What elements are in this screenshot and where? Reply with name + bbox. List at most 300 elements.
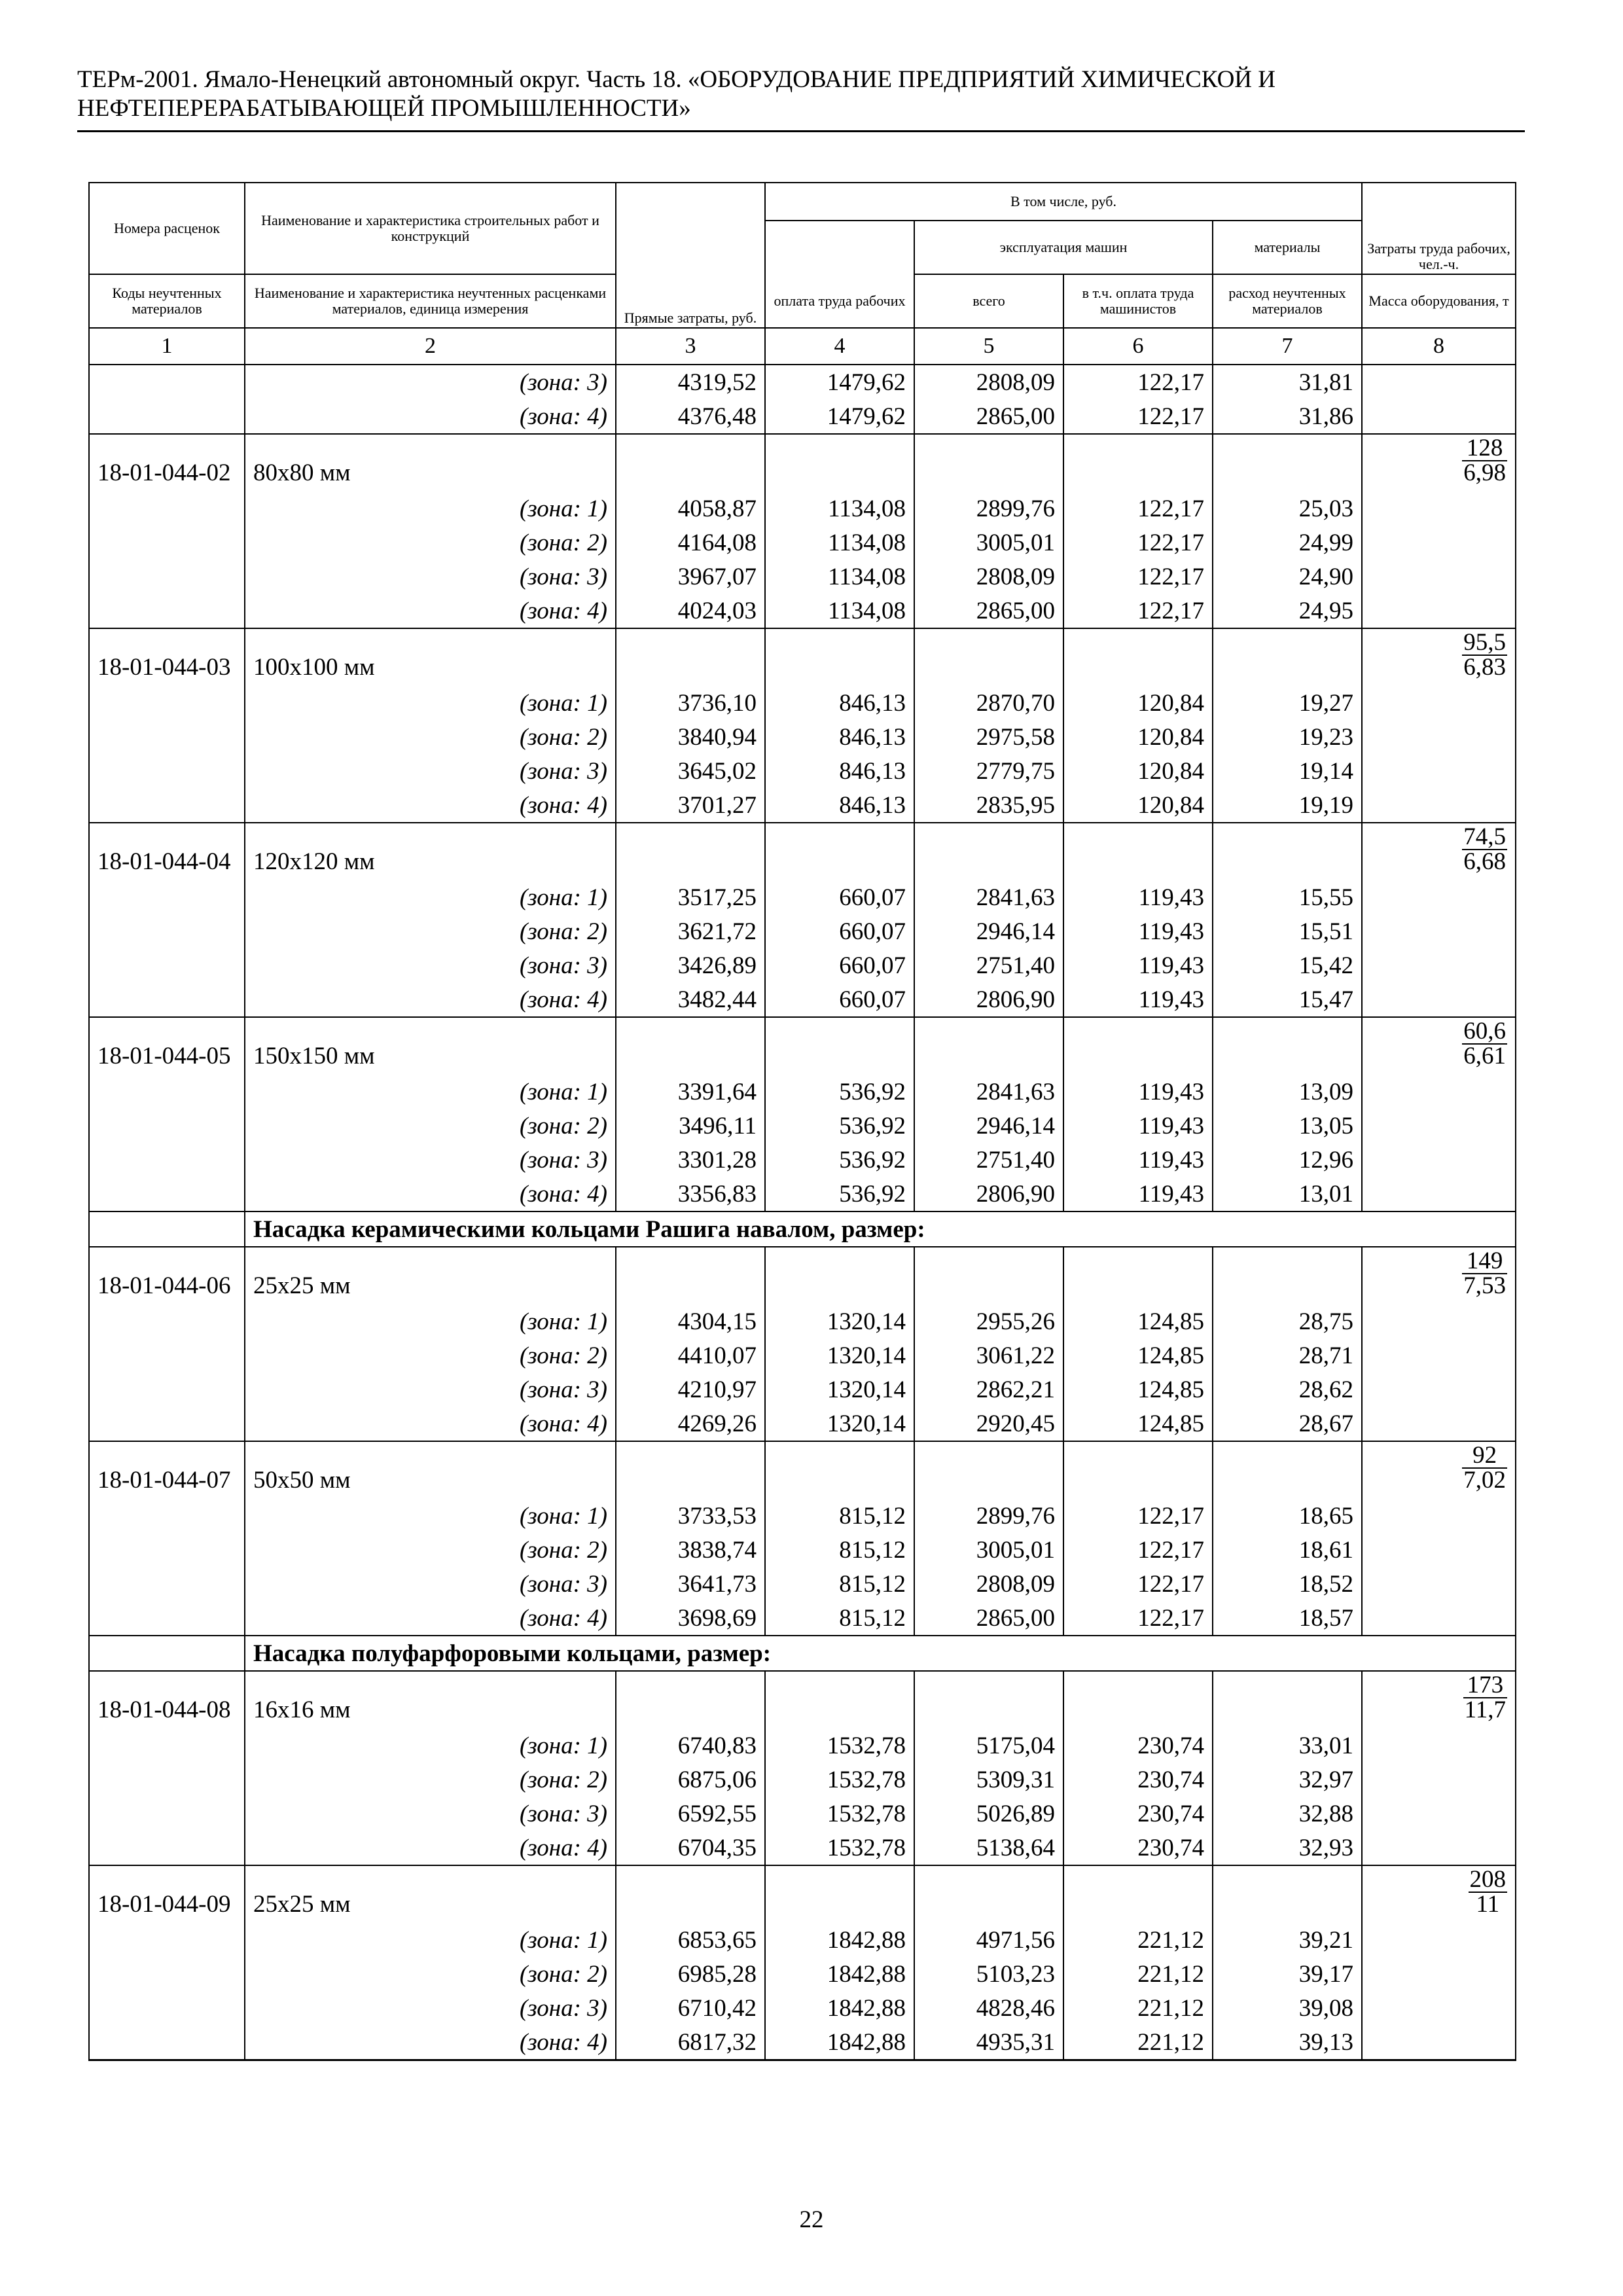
- value-cell: 13,05: [1213, 1109, 1362, 1143]
- value-cell: 815,12: [765, 1567, 914, 1601]
- value-cell: 815,12: [765, 1601, 914, 1636]
- value-cell: 122,17: [1063, 399, 1213, 434]
- value-cell: 122,17: [1063, 1601, 1213, 1636]
- empty-cell: [1213, 434, 1362, 492]
- col-number: 7: [1213, 328, 1362, 365]
- labor-mass-cell: [1362, 1671, 1516, 1729]
- section-row: [89, 1211, 1516, 1247]
- value-cell: 122,17: [1063, 594, 1213, 628]
- empty-cell: [1362, 526, 1516, 560]
- value-cell: 6710,42: [616, 1991, 765, 2025]
- empty-cell: [1063, 1017, 1213, 1075]
- th-equipment-mass: Масса оборудования, т: [1362, 274, 1516, 328]
- value-cell: 119,43: [1063, 1109, 1213, 1143]
- rate-row: [89, 434, 1516, 492]
- value-cell: 32,88: [1213, 1797, 1362, 1831]
- rate-code: 18-01-044-06: [89, 1247, 245, 1304]
- zone-label: (зона: 1): [245, 1923, 616, 1957]
- header-line-2: НЕФТЕПЕРЕРАБАТЫВАЮЩЕЙ ПРОМЫШЛЕННОСТИ»: [77, 95, 691, 122]
- value-cell: 6592,55: [616, 1797, 765, 1831]
- col-number: 8: [1362, 328, 1516, 365]
- rate-code: 18-01-044-07: [89, 1441, 245, 1499]
- empty-cell: [1362, 1407, 1516, 1441]
- zone-row: [89, 788, 1516, 823]
- mass-value: 7,02: [1463, 1467, 1507, 1494]
- value-cell: 2841,63: [914, 880, 1063, 914]
- empty-cell: [1362, 720, 1516, 754]
- value-cell: 5138,64: [914, 1831, 1063, 1865]
- empty-cell: [1362, 560, 1516, 594]
- empty-cell: [1362, 1831, 1516, 1865]
- empty-cell: [914, 1017, 1063, 1075]
- zone-row: [89, 1831, 1516, 1865]
- value-cell: 18,61: [1213, 1533, 1362, 1567]
- th-material-use: расход неучтенных материалов: [1213, 274, 1362, 328]
- value-cell: 1842,88: [765, 2025, 914, 2060]
- section-code-cell: [89, 1211, 245, 1247]
- zone-row: [89, 1075, 1516, 1109]
- empty-cell: [1362, 1143, 1516, 1177]
- value-cell: 122,17: [1063, 526, 1213, 560]
- value-cell: 1320,14: [765, 1338, 914, 1372]
- labor-value: 74,5: [1463, 823, 1507, 850]
- rate-code: 18-01-044-03: [89, 628, 245, 686]
- rate-name: 25x25 мм: [245, 1865, 616, 1923]
- value-cell: 3005,01: [914, 526, 1063, 560]
- section-title: Насадка керамическими кольцами Рашига навалом, размер:: [245, 1211, 1516, 1247]
- page-number: 22: [799, 2206, 824, 2233]
- empty-cell: [765, 434, 914, 492]
- rates-table-container: [88, 182, 1515, 2061]
- value-cell: 39,17: [1213, 1957, 1362, 1991]
- zone-row: [89, 492, 1516, 526]
- value-cell: 6875,06: [616, 1763, 765, 1797]
- value-cell: 1532,78: [765, 1797, 914, 1831]
- value-cell: 221,12: [1063, 2025, 1213, 2060]
- value-cell: 3838,74: [616, 1533, 765, 1567]
- mass-value: 6,98: [1463, 459, 1507, 486]
- th-materials: материалы: [1213, 221, 1362, 274]
- labor-mass-cell: [1362, 1865, 1516, 1923]
- rate-code: 18-01-044-02: [89, 434, 245, 492]
- labor-mass-fraction: [1462, 1249, 1507, 1298]
- zone-row: [89, 1991, 1516, 2025]
- value-cell: 3391,64: [616, 1075, 765, 1109]
- value-cell: 120,84: [1063, 686, 1213, 720]
- rate-code-cell: [89, 1797, 245, 1831]
- value-cell: 25,03: [1213, 492, 1362, 526]
- value-cell: 32,97: [1213, 1763, 1362, 1797]
- value-cell: 2751,40: [914, 1143, 1063, 1177]
- rate-code-cell: [89, 1143, 245, 1177]
- rate-code-cell: [89, 560, 245, 594]
- zone-label: (зона: 4): [245, 1601, 616, 1636]
- value-cell: 39,08: [1213, 1991, 1362, 2025]
- value-cell: 4210,97: [616, 1372, 765, 1407]
- rates-table: [88, 182, 1516, 2061]
- rate-code-cell: [89, 1338, 245, 1372]
- empty-cell: [1213, 1671, 1362, 1729]
- rate-code-cell: [89, 982, 245, 1017]
- zone-label: (зона: 4): [245, 982, 616, 1017]
- empty-cell: [1362, 594, 1516, 628]
- empty-cell: [1362, 788, 1516, 823]
- value-cell: 124,85: [1063, 1338, 1213, 1372]
- value-cell: 2946,14: [914, 1109, 1063, 1143]
- value-cell: 660,07: [765, 880, 914, 914]
- zone-row: [89, 2025, 1516, 2060]
- rate-code-cell: [89, 1567, 245, 1601]
- empty-cell: [1362, 1304, 1516, 1338]
- value-cell: 4971,56: [914, 1923, 1063, 1957]
- empty-cell: [1063, 1671, 1213, 1729]
- rate-code: 18-01-044-05: [89, 1017, 245, 1075]
- value-cell: 122,17: [1063, 1499, 1213, 1533]
- empty-cell: [1362, 1923, 1516, 1957]
- th-operator-pay: в т.ч. оплата труда машинистов: [1063, 274, 1213, 328]
- value-cell: 221,12: [1063, 1923, 1213, 1957]
- value-cell: 1842,88: [765, 1957, 914, 1991]
- rate-code-cell: [89, 948, 245, 982]
- zone-label: (зона: 4): [245, 2025, 616, 2060]
- zone-row: [89, 1533, 1516, 1567]
- rate-row: [89, 1671, 1516, 1729]
- empty-cell: [914, 1671, 1063, 1729]
- zone-label: (зона: 2): [245, 1533, 616, 1567]
- value-cell: 119,43: [1063, 914, 1213, 948]
- empty-cell: [1213, 628, 1362, 686]
- rate-code-cell: [89, 1729, 245, 1763]
- th-machines: эксплуатация машин: [914, 221, 1213, 274]
- value-cell: 31,81: [1213, 365, 1362, 399]
- value-cell: 33,01: [1213, 1729, 1362, 1763]
- col-number: 1: [89, 328, 245, 365]
- value-cell: 24,95: [1213, 594, 1362, 628]
- zone-label: (зона: 4): [245, 594, 616, 628]
- zone-row: [89, 1177, 1516, 1211]
- value-cell: 230,74: [1063, 1831, 1213, 1865]
- empty-cell: [1362, 1372, 1516, 1407]
- zone-row: [89, 880, 1516, 914]
- th-worker-pay: оплата труда рабочих: [765, 274, 914, 328]
- value-cell: 19,19: [1213, 788, 1362, 823]
- empty-cell: [616, 1017, 765, 1075]
- value-cell: 19,23: [1213, 720, 1362, 754]
- value-cell: 28,62: [1213, 1372, 1362, 1407]
- value-cell: 119,43: [1063, 1177, 1213, 1211]
- value-cell: 846,13: [765, 720, 914, 754]
- value-cell: 221,12: [1063, 1957, 1213, 1991]
- zone-row: [89, 1143, 1516, 1177]
- value-cell: 4164,08: [616, 526, 765, 560]
- rate-code-cell: [89, 880, 245, 914]
- labor-value: 149: [1462, 1249, 1507, 1274]
- value-cell: 2899,76: [914, 1499, 1063, 1533]
- value-cell: 1320,14: [765, 1372, 914, 1407]
- value-cell: 122,17: [1063, 1567, 1213, 1601]
- zone-row: [89, 1407, 1516, 1441]
- rate-name: 25x25 мм: [245, 1247, 616, 1304]
- value-cell: 120,84: [1063, 754, 1213, 788]
- empty-cell: [1213, 1865, 1362, 1923]
- labor-mass-cell: [1362, 823, 1516, 880]
- value-cell: 2835,95: [914, 788, 1063, 823]
- labor-mass-cell: [1362, 434, 1516, 492]
- labor-mass-cell: [1362, 1247, 1516, 1304]
- value-cell: 2806,90: [914, 982, 1063, 1017]
- value-cell: 18,52: [1213, 1567, 1362, 1601]
- value-cell: 6740,83: [616, 1729, 765, 1763]
- value-cell: 4304,15: [616, 1304, 765, 1338]
- rate-code-cell: [89, 1923, 245, 1957]
- zone-label: (зона: 4): [245, 788, 616, 823]
- empty-cell: [616, 1247, 765, 1304]
- rate-code: 18-01-044-08: [89, 1671, 245, 1729]
- value-cell: 2806,90: [914, 1177, 1063, 1211]
- rate-code-cell: [89, 492, 245, 526]
- th-total: всего: [914, 274, 1063, 328]
- value-cell: 18,65: [1213, 1499, 1362, 1533]
- value-cell: 3967,07: [616, 560, 765, 594]
- zone-row: [89, 1567, 1516, 1601]
- zone-row: [89, 1304, 1516, 1338]
- zone-label: (зона: 3): [245, 560, 616, 594]
- value-cell: 3840,94: [616, 720, 765, 754]
- th-worker-pay-top: [765, 221, 914, 274]
- value-cell: 2865,00: [914, 1601, 1063, 1636]
- labor-mass-cell: [1362, 1441, 1516, 1499]
- value-cell: 39,13: [1213, 2025, 1362, 2060]
- value-cell: 1134,08: [765, 492, 914, 526]
- zone-label: (зона: 3): [245, 1797, 616, 1831]
- value-cell: 536,92: [765, 1109, 914, 1143]
- zone-label: (зона: 2): [245, 720, 616, 754]
- value-cell: 120,84: [1063, 720, 1213, 754]
- th-direct-costs: Прямые затраты, руб.: [616, 183, 765, 328]
- value-cell: 815,12: [765, 1499, 914, 1533]
- value-cell: 221,12: [1063, 1991, 1213, 2025]
- th-in-total: В том числе, руб.: [765, 183, 1362, 221]
- empty-cell: [1063, 1247, 1213, 1304]
- empty-cell: [1362, 1499, 1516, 1533]
- zone-row: [89, 686, 1516, 720]
- zone-row: [89, 1729, 1516, 1763]
- value-cell: 3005,01: [914, 1533, 1063, 1567]
- rate-code: 18-01-044-04: [89, 823, 245, 880]
- value-cell: 1134,08: [765, 560, 914, 594]
- value-cell: 122,17: [1063, 365, 1213, 399]
- value-cell: 536,92: [765, 1075, 914, 1109]
- value-cell: 15,47: [1213, 982, 1362, 1017]
- zone-row: [89, 594, 1516, 628]
- empty-cell: [1362, 1338, 1516, 1372]
- labor-value: 95,5: [1463, 629, 1507, 656]
- value-cell: 5175,04: [914, 1729, 1063, 1763]
- rate-code-cell: [89, 754, 245, 788]
- mass-value: 6,83: [1463, 654, 1507, 681]
- empty-cell: [914, 628, 1063, 686]
- value-cell: 119,43: [1063, 982, 1213, 1017]
- empty-cell: [1362, 1957, 1516, 1991]
- zone-label: (зона: 3): [245, 365, 616, 399]
- empty-cell: [1362, 399, 1516, 434]
- table-body: [89, 365, 1516, 2060]
- value-cell: 4269,26: [616, 1407, 765, 1441]
- value-cell: 2779,75: [914, 754, 1063, 788]
- value-cell: 15,51: [1213, 914, 1362, 948]
- empty-cell: [616, 1671, 765, 1729]
- empty-cell: [1362, 1729, 1516, 1763]
- value-cell: 2808,09: [914, 560, 1063, 594]
- rate-code-cell: [89, 1372, 245, 1407]
- zone-label: (зона: 1): [245, 1304, 616, 1338]
- zone-row: [89, 526, 1516, 560]
- zone-label: (зона: 2): [245, 1338, 616, 1372]
- empty-cell: [616, 1441, 765, 1499]
- value-cell: 4058,87: [616, 492, 765, 526]
- value-cell: 1842,88: [765, 1923, 914, 1957]
- value-cell: 28,75: [1213, 1304, 1362, 1338]
- value-cell: 1134,08: [765, 594, 914, 628]
- rate-code-cell: [89, 365, 245, 399]
- rate-code-cell: [89, 1177, 245, 1211]
- col-number: 5: [914, 328, 1063, 365]
- th-rate-numbers: Номера расценок: [89, 183, 245, 274]
- section-title: Насадка полуфарфоровыми кольцами, размер:: [245, 1636, 1516, 1671]
- empty-cell: [914, 1865, 1063, 1923]
- value-cell: 1134,08: [765, 526, 914, 560]
- zone-label: (зона: 3): [245, 754, 616, 788]
- empty-cell: [1063, 1441, 1213, 1499]
- zone-label: (зона: 2): [245, 914, 616, 948]
- value-cell: 846,13: [765, 754, 914, 788]
- rate-code-cell: [89, 1533, 245, 1567]
- value-cell: 846,13: [765, 788, 914, 823]
- value-cell: 3517,25: [616, 880, 765, 914]
- value-cell: 2870,70: [914, 686, 1063, 720]
- value-cell: 4319,52: [616, 365, 765, 399]
- rate-row: [89, 1441, 1516, 1499]
- zone-label: (зона: 3): [245, 1991, 616, 2025]
- value-cell: 4410,07: [616, 1338, 765, 1372]
- value-cell: 1320,14: [765, 1407, 914, 1441]
- value-cell: 3736,10: [616, 686, 765, 720]
- rate-code-cell: [89, 1407, 245, 1441]
- value-cell: 2865,00: [914, 594, 1063, 628]
- zone-label: (зона: 4): [245, 1407, 616, 1441]
- rate-code: 18-01-044-09: [89, 1865, 245, 1923]
- rate-name: 50x50 мм: [245, 1441, 616, 1499]
- empty-cell: [1362, 1991, 1516, 2025]
- zone-row: [89, 914, 1516, 948]
- value-cell: 124,85: [1063, 1407, 1213, 1441]
- labor-mass-fraction: [1463, 1674, 1507, 1722]
- value-cell: 3645,02: [616, 754, 765, 788]
- rate-row: [89, 628, 1516, 686]
- value-cell: 119,43: [1063, 1143, 1213, 1177]
- table-header: [89, 183, 1516, 365]
- rate-code-cell: [89, 1075, 245, 1109]
- value-cell: 230,74: [1063, 1729, 1213, 1763]
- value-cell: 119,43: [1063, 948, 1213, 982]
- value-cell: 2955,26: [914, 1304, 1063, 1338]
- value-cell: 24,99: [1213, 526, 1362, 560]
- rate-code-cell: [89, 1957, 245, 1991]
- value-cell: 536,92: [765, 1177, 914, 1211]
- empty-cell: [616, 628, 765, 686]
- value-cell: 4828,46: [914, 1991, 1063, 2025]
- value-cell: 3061,22: [914, 1338, 1063, 1372]
- th-material-name: Наименование и характеристика неучтенных расценками материалов, единица измерения: [245, 274, 616, 328]
- empty-cell: [1362, 1763, 1516, 1797]
- th-work-name: Наименование и характеристика строительных работ и конструкций: [245, 183, 616, 274]
- empty-cell: [1213, 1441, 1362, 1499]
- zone-label: (зона: 1): [245, 1075, 616, 1109]
- value-cell: 3496,11: [616, 1109, 765, 1143]
- col-number: 2: [245, 328, 616, 365]
- zone-label: (зона: 4): [245, 1831, 616, 1865]
- value-cell: 3733,53: [616, 1499, 765, 1533]
- value-cell: 28,71: [1213, 1338, 1362, 1372]
- value-cell: 15,42: [1213, 948, 1362, 982]
- value-cell: 24,90: [1213, 560, 1362, 594]
- empty-cell: [765, 1671, 914, 1729]
- empty-cell: [1362, 1109, 1516, 1143]
- value-cell: 660,07: [765, 982, 914, 1017]
- value-cell: 13,09: [1213, 1075, 1362, 1109]
- empty-cell: [765, 1017, 914, 1075]
- value-cell: 2946,14: [914, 914, 1063, 948]
- zone-row: [89, 948, 1516, 982]
- labor-mass-fraction: [1462, 1020, 1507, 1068]
- value-cell: 1320,14: [765, 1304, 914, 1338]
- empty-cell: [1362, 1797, 1516, 1831]
- zone-row: [89, 1338, 1516, 1372]
- empty-cell: [1362, 982, 1516, 1017]
- rate-name: 120x120 мм: [245, 823, 616, 880]
- zone-row: [89, 1957, 1516, 1991]
- zone-row: [89, 720, 1516, 754]
- labor-mass-fraction: [1462, 437, 1507, 485]
- empty-cell: [765, 628, 914, 686]
- value-cell: 122,17: [1063, 492, 1213, 526]
- value-cell: 660,07: [765, 914, 914, 948]
- value-cell: 1532,78: [765, 1729, 914, 1763]
- value-cell: 536,92: [765, 1143, 914, 1177]
- value-cell: 4376,48: [616, 399, 765, 434]
- zone-label: (зона: 3): [245, 1143, 616, 1177]
- value-cell: 230,74: [1063, 1763, 1213, 1797]
- empty-cell: [914, 1247, 1063, 1304]
- value-cell: 32,93: [1213, 1831, 1362, 1865]
- value-cell: 2920,45: [914, 1407, 1063, 1441]
- labor-mass-cell: [1362, 1017, 1516, 1075]
- value-cell: 124,85: [1063, 1304, 1213, 1338]
- zone-row: [89, 1109, 1516, 1143]
- rate-code-cell: [89, 2025, 245, 2060]
- empty-cell: [1362, 2025, 1516, 2060]
- rate-code-cell: [89, 1831, 245, 1865]
- mass-value: 7,53: [1463, 1272, 1507, 1299]
- zone-label: (зона: 3): [245, 1372, 616, 1407]
- zone-row: [89, 365, 1516, 399]
- zone-row: [89, 1601, 1516, 1636]
- zone-label: (зона: 1): [245, 1499, 616, 1533]
- value-cell: 12,96: [1213, 1143, 1362, 1177]
- value-cell: 1532,78: [765, 1831, 914, 1865]
- rate-row: [89, 1865, 1516, 1923]
- zone-row: [89, 982, 1516, 1017]
